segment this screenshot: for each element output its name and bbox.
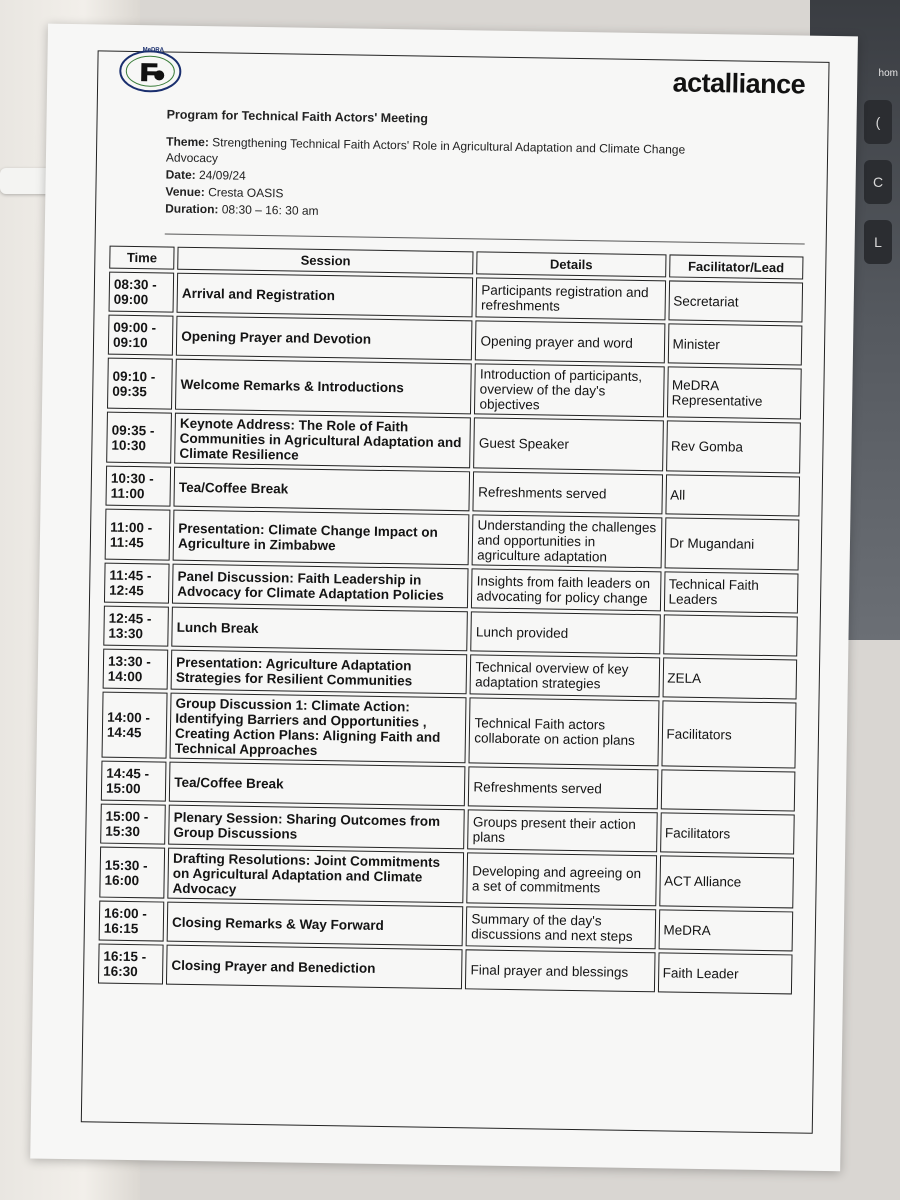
details-cell: Guest Speaker	[474, 417, 664, 471]
details-cell: Lunch provided	[471, 611, 661, 654]
time-cell: 13:30 - 14:00	[103, 649, 169, 690]
laptop-key-label: hom	[878, 68, 898, 79]
venue-value: Cresta OASIS	[208, 185, 284, 201]
lead-cell: MeDRA	[658, 909, 793, 951]
laptop-key: C	[864, 160, 892, 204]
session-cell: Closing Remarks & Way Forward	[167, 902, 464, 947]
session-cell: Lunch Break	[171, 607, 468, 652]
time-cell: 12:45 - 13:30	[103, 606, 169, 647]
table-row	[99, 901, 794, 952]
time-cell: 10:30 - 11:00	[105, 466, 171, 507]
lead-cell: Facilitators	[660, 812, 795, 854]
session-cell: Opening Prayer and Devotion	[176, 316, 473, 361]
details-cell: Developing and agreeing on a set of commitments	[467, 852, 657, 906]
laptop-key: (	[864, 100, 892, 144]
time-cell: 09:00 - 09:10	[108, 315, 174, 356]
details-cell: Technical Faith actors collaborate on action plans	[469, 697, 659, 766]
session-cell: Group Discussion 1: Climate Action: Identifying Barriers and Opportunities , Creating Action Plans: Aligning Faith and Technical Approaches	[170, 693, 467, 764]
time-cell: 14:45 - 15:00	[101, 761, 167, 802]
lead-cell	[663, 614, 798, 656]
lead-cell: Facilitators	[661, 700, 797, 768]
session-cell: Plenary Session: Sharing Outcomes from Group Discussions	[168, 805, 465, 850]
lead-cell: ZELA	[662, 657, 797, 699]
time-cell: 16:00 - 16:15	[99, 901, 165, 942]
table-row	[103, 606, 798, 657]
time-cell: 11:45 - 12:45	[104, 563, 170, 604]
lead-cell: Faith Leader	[657, 952, 792, 994]
details-cell: Refreshments served	[468, 766, 658, 809]
details-cell: Final prayer and blessings	[465, 949, 655, 992]
laptop-key: L	[864, 220, 892, 264]
program-header	[165, 108, 737, 227]
act-alliance-logo: actalliance	[672, 67, 806, 100]
time-cell: 09:10 - 09:35	[107, 358, 173, 410]
lead-cell	[660, 769, 795, 811]
details-cell: Introduction of participants, overview of the day's objectives	[474, 363, 664, 417]
lead-cell: All	[665, 474, 800, 516]
table-row	[102, 692, 797, 769]
lead-cell: ACT Alliance	[659, 855, 794, 908]
schedule-table	[95, 243, 807, 998]
time-cell: 16:15 - 16:30	[98, 944, 164, 985]
table-row	[103, 649, 798, 700]
program-title: Program for Technical Faith Actors' Meeting	[166, 107, 429, 126]
details-cell: Participants registration and refreshments	[476, 277, 666, 320]
theme-label: Theme:	[166, 134, 210, 150]
details-cell: Understanding the challenges and opportunities in agriculture adaptation	[472, 514, 662, 568]
time-cell: 14:00 - 14:45	[102, 692, 168, 759]
column-header-time: Time	[109, 246, 174, 270]
date-label: Date:	[165, 167, 196, 182]
session-cell: Closing Prayer and Benediction	[166, 945, 463, 990]
table-row	[105, 509, 800, 571]
logo-org-text: MeDRA	[142, 47, 165, 54]
lead-cell: Dr Mugandani	[664, 517, 799, 570]
lead-cell: Minister	[667, 323, 802, 365]
lead-cell: MeDRA Representative	[666, 366, 801, 419]
table-row	[105, 466, 800, 517]
lead-cell: Secretariat	[668, 280, 803, 322]
date-value: 24/09/24	[198, 168, 246, 183]
details-cell: Opening prayer and word	[475, 320, 665, 363]
table-row	[107, 358, 802, 420]
lead-cell: Technical Faith Leaders	[663, 571, 798, 613]
details-cell: Summary of the day's discussions and next steps	[466, 906, 656, 949]
session-cell: Presentation: Climate Change Impact on Agriculture in Zimbabwe	[173, 510, 470, 566]
details-cell: Groups present their action plans	[468, 809, 658, 852]
details-cell: Insights from faith leaders on advocating for policy change	[471, 568, 661, 611]
table-row	[98, 944, 793, 995]
schedule-body	[98, 272, 803, 995]
duration-label: Duration:	[165, 201, 219, 217]
session-cell: Arrival and Registration	[177, 273, 474, 318]
table-row	[100, 804, 795, 855]
table-row	[109, 272, 804, 323]
session-cell: Presentation: Agriculture Adaptation Strategies for Resilient Communities	[171, 650, 468, 695]
time-cell: 08:30 - 09:00	[109, 272, 175, 313]
session-cell: Welcome Remarks & Introductions	[175, 359, 472, 415]
details-cell: Technical overview of key adaptation strategies	[470, 654, 660, 697]
column-header-lead: Facilitator/Lead	[669, 254, 804, 279]
details-cell: Refreshments served	[473, 471, 663, 514]
session-cell: Panel Discussion: Faith Leadership in Advocacy for Climate Adaptation Policies	[172, 564, 469, 609]
venue-label: Venue:	[165, 184, 205, 200]
duration-value: 08:30 – 16: 30 am	[221, 202, 319, 218]
table-row	[106, 412, 801, 474]
table-row	[108, 315, 803, 366]
session-cell: Tea/Coffee Break	[174, 467, 471, 512]
table-row	[99, 847, 794, 909]
session-cell: Drafting Resolutions: Joint Commitments on Agricultural Adaptation and Climate Advocacy	[167, 848, 464, 904]
lead-cell: Rev Gomba	[666, 420, 801, 473]
session-cell: Keynote Address: The Role of Faith Communities in Agricultural Adaptation and Climate Resilience	[174, 413, 471, 469]
table-row	[104, 563, 799, 614]
time-cell: 09:35 - 10:30	[106, 412, 172, 464]
time-cell: 15:30 - 16:00	[99, 847, 165, 899]
program-sheet	[30, 24, 858, 1172]
theme-value: Strengthening Technical Faith Actors' Role in Agricultural Adaptation and Climate Change Advocacy	[165, 135, 686, 166]
session-cell: Tea/Coffee Break	[169, 762, 466, 807]
time-cell: 11:00 - 11:45	[105, 509, 171, 561]
time-cell: 15:00 - 15:30	[100, 804, 166, 845]
column-header-details: Details	[477, 251, 666, 277]
table-row	[101, 761, 796, 812]
column-header-session: Session	[177, 247, 474, 275]
